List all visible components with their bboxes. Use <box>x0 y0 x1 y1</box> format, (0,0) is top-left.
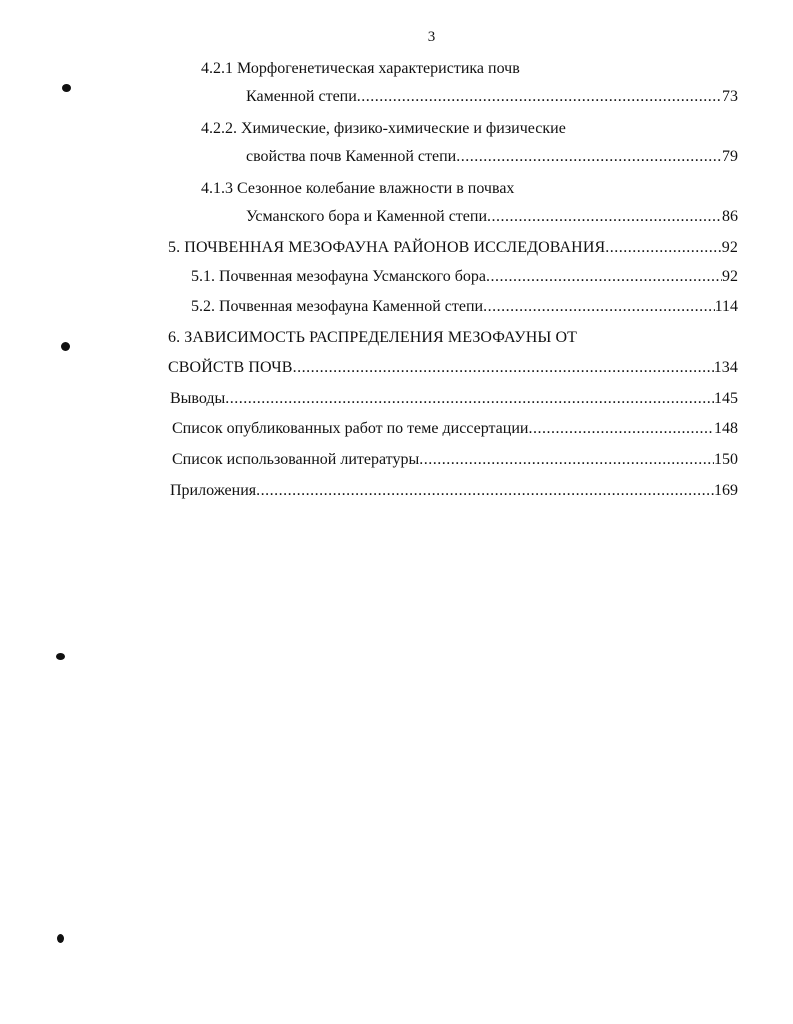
dot-leader <box>256 482 714 500</box>
toc-publications-entry <box>172 420 738 440</box>
toc-conclusions-entry <box>170 390 738 410</box>
dot-leader <box>486 268 722 286</box>
toc-5-1-entry <box>191 268 738 288</box>
toc-5-2-entry <box>191 298 738 318</box>
scan-speck <box>62 84 71 92</box>
toc-4-2-2-title-cont: свойства почв Каменной степи <box>246 148 457 165</box>
toc-publications-page: 148 <box>714 420 738 437</box>
toc-chapter-5-title: 5. ПОЧВЕННАЯ МЕЗОФАУНА РАЙОНОВ ИССЛЕДОВАНИЯ <box>168 239 606 256</box>
toc-appendices-page: 169 <box>714 482 738 499</box>
toc-appendices-entry <box>170 482 738 502</box>
toc-chapter-5-page: 92 <box>721 239 738 256</box>
dot-leader <box>487 208 722 226</box>
toc-references-page: 150 <box>714 451 738 468</box>
toc-4-1-3-title: 4.1.3 Сезонное колебание влажности в почвах <box>201 180 515 197</box>
toc-4-2-1-title: 4.2.1 Морфогенетическая характеристика почв <box>201 60 520 77</box>
toc-4-1-3-page: 86 <box>722 208 738 225</box>
dot-leader <box>357 88 722 106</box>
toc-chapter-5-entry <box>168 239 738 259</box>
toc-appendices-title: Приложения <box>170 482 257 499</box>
dot-leader <box>419 451 714 469</box>
toc-4-1-3-entry <box>246 208 738 228</box>
toc-4-1-3-title-cont: Усманского бора и Каменной степи <box>246 208 488 225</box>
scan-speck <box>57 934 64 943</box>
toc-references-entry <box>172 451 738 471</box>
toc-4-2-2-page: 79 <box>722 148 738 165</box>
toc-4-2-1-title-cont: Каменной степи <box>246 88 357 105</box>
toc-conclusions-title: Выводы <box>170 390 226 407</box>
dot-leader <box>225 390 714 408</box>
toc-chapter-6-entry <box>168 359 738 379</box>
dot-leader <box>605 239 722 257</box>
toc-publications-title: Список опубликованных работ по теме диссертации <box>172 420 529 437</box>
toc-chapter-6-title-cont: СВОЙСТВ ПОЧВ <box>168 359 293 376</box>
page-number: 3 <box>427 29 436 45</box>
toc-5-2-page: 114 <box>714 298 738 315</box>
toc-chapter-6-title: 6. ЗАВИСИМОСТЬ РАСПРЕДЕЛЕНИЯ МЕЗОФАУНЫ ОТ <box>168 329 578 346</box>
toc-conclusions-page: 145 <box>714 390 738 407</box>
toc-4-2-2-entry <box>246 148 738 168</box>
scan-speck <box>56 653 65 660</box>
scan-speck <box>61 342 70 351</box>
dot-leader <box>528 420 714 438</box>
toc-4-2-1-page: 73 <box>722 88 738 105</box>
toc-references-title: Список использованной литературы <box>172 451 420 468</box>
toc-4-2-1-entry <box>246 88 738 108</box>
dot-leader <box>483 298 714 316</box>
dot-leader <box>456 148 722 166</box>
toc-4-2-2-title: 4.2.2. Химические, физико-химические и физические <box>201 120 566 137</box>
toc-5-2-title: 5.2. Почвенная мезофауна Каменной степи <box>191 298 484 315</box>
toc-chapter-6-page: 134 <box>713 359 738 376</box>
toc-5-1-page: 92 <box>722 268 738 285</box>
dot-leader <box>293 359 714 377</box>
toc-5-1-title: 5.1. Почвенная мезофауна Усманского бора <box>191 268 486 285</box>
